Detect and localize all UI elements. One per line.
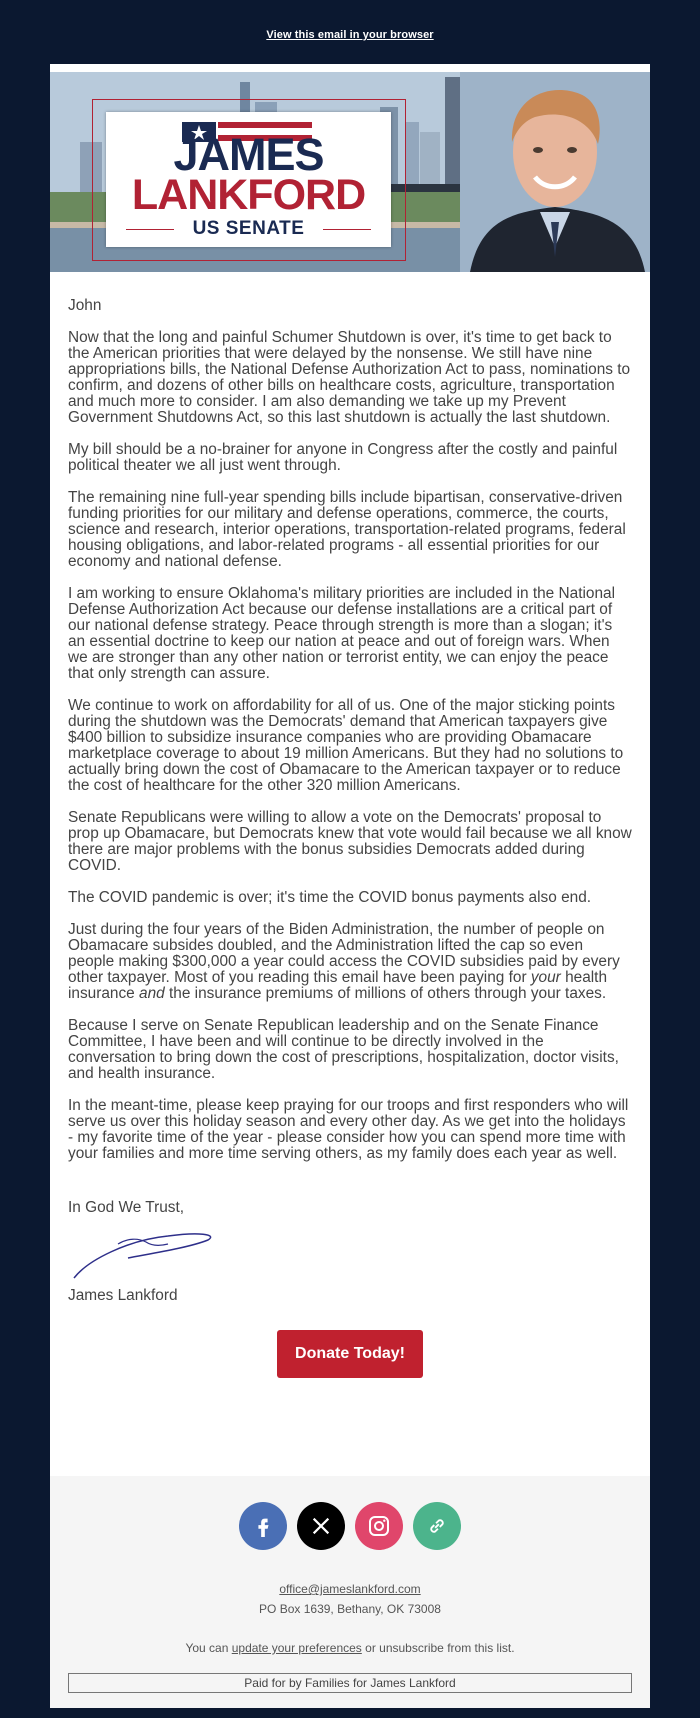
paragraph: We continue to work on affordability for all of us. One of the major sticking points during the shutdown was the Democrats' demand that American taxpayers give $400 billion to subsidize insurance companies who are providing Obamacare marketplace coverage to about 19 million Americans. But they had no solutions to actually bring down the cost of Obamacare to the American taxpayer or to reduce the cost of healthcare for the other 320 million Americans. [68, 697, 624, 794]
view-in-browser-link[interactable]: View this email in your browser [266, 29, 434, 41]
signoff: In God We Trust, [68, 1199, 185, 1216]
signature-image [68, 1222, 218, 1282]
paragraph: I am working to ensure Oklahoma's military priorities are included in the National Defense Authorization Act because our defense installations are a critical part of our national defense strategy. Peace through strength is more than a slogan; it's an essential doctrine to keep our nation at peace and out of foreign wars. When we are stronger than any other nation or terrorist entity, we can enjoy the peace that only strength can assure. [68, 585, 615, 682]
header-banner [50, 72, 650, 272]
update-preferences-link[interactable]: update your preferences [231, 1641, 362, 1655]
x-icon[interactable] [297, 1502, 345, 1550]
logo-first-name: JAMES [173, 129, 324, 180]
link-icon[interactable] [413, 1502, 461, 1550]
mailing-address: PO Box 1639, Bethany, OK 73008 [259, 1602, 441, 1616]
facebook-icon[interactable] [239, 1502, 287, 1550]
donate-container [68, 1330, 632, 1378]
paragraph [68, 922, 632, 1002]
paragraph-text: health insurance [68, 969, 608, 1002]
paragraph: Senate Republicans were willing to allow a vote on the Democrats' proposal to prop up Obamacare, but Democrats knew that vote would fail because we all know there are major problems with the bonus subsidies Democrats added during COVID. [68, 809, 632, 874]
greeting: John [68, 297, 102, 314]
preferences-line [50, 1641, 650, 1655]
prefs-suffix: or unsubscribe from this list. [361, 1641, 515, 1655]
letter-body [50, 272, 650, 1378]
paragraph: The COVID pandemic is over; it's time the COVID bonus payments also end. [68, 889, 592, 906]
paragraph: The remaining nine full-year spending bills include bipartisan, conservative-driven funding priorities for our military and defense operations, commerce, the courts, science and research, interior operations, transportation-related programs, federal housing obligations, and labor-related programs - all essential priorities for our economy and national defense. [68, 489, 626, 570]
paragraph: In the meant-time, please keep praying for our troops and first responders who will serve us over this holiday season and every other day. As we get into the holidays - my favorite time of the year - please consider how you can spend more time with your families and more time serving others, as my family does each year as well. [68, 1097, 629, 1162]
preheader [0, 0, 700, 64]
campaign-logo [106, 112, 391, 247]
paid-for-disclaimer: Paid for by Families for James Lankford [68, 1673, 632, 1693]
footer [50, 1476, 650, 1708]
paragraph: My bill should be a no-brainer for anyone in Congress after the costly and painful political theater we all just went through. [68, 441, 618, 474]
prefs-prefix: You can [185, 1641, 232, 1655]
contact-email-link[interactable]: office@jameslankford.com [279, 1582, 421, 1596]
signer-name: James Lankford [68, 1287, 178, 1304]
email-card [50, 64, 650, 1708]
emphasis-text: and [139, 985, 165, 1002]
card-top-border [50, 64, 650, 72]
instagram-icon[interactable] [355, 1502, 403, 1550]
logo-last-name: LANKFORD [131, 171, 366, 219]
senator-portrait [460, 72, 650, 272]
paragraph: Now that the long and painful Schumer Shutdown is over, it's time to get back to the American priorities that were delayed by the nonsense. We still have nine appropriations bills, the National Defense Authorization Act to pass, nominations to confirm, and dozens of other bills on healthcare costs, agriculture, transportation and much more to consider. I am also demanding we take up my Prevent Government Shutdowns Act, so this last shutdown is actually the last shutdown. [68, 329, 631, 426]
emphasis-text: your [530, 969, 561, 986]
paragraph-text: Just during the four years of the Biden Administration, the number of people on Obamacare subsides doubled, and the Administration lifted the cap so even people making $300,000 a year could access the COVID subsidies paid by every other taxpayer. Most of you reading this email have been paying for [68, 921, 620, 986]
paragraph: Because I serve on Senate Republican leadership and on the Senate Finance Committee, I have been and will continue to be directly involved in the conversation to bring down the cost of prescriptions, hospitalization, doctor visits, and health insurance. [68, 1017, 619, 1082]
donate-button[interactable]: Donate Today! [277, 1330, 423, 1378]
logo-rule-right [323, 229, 371, 230]
logo-us-senate: US SENATE [192, 218, 305, 239]
paragraph-text: the insurance premiums of millions of others through your taxes. [164, 985, 607, 1002]
social-links [50, 1502, 650, 1550]
